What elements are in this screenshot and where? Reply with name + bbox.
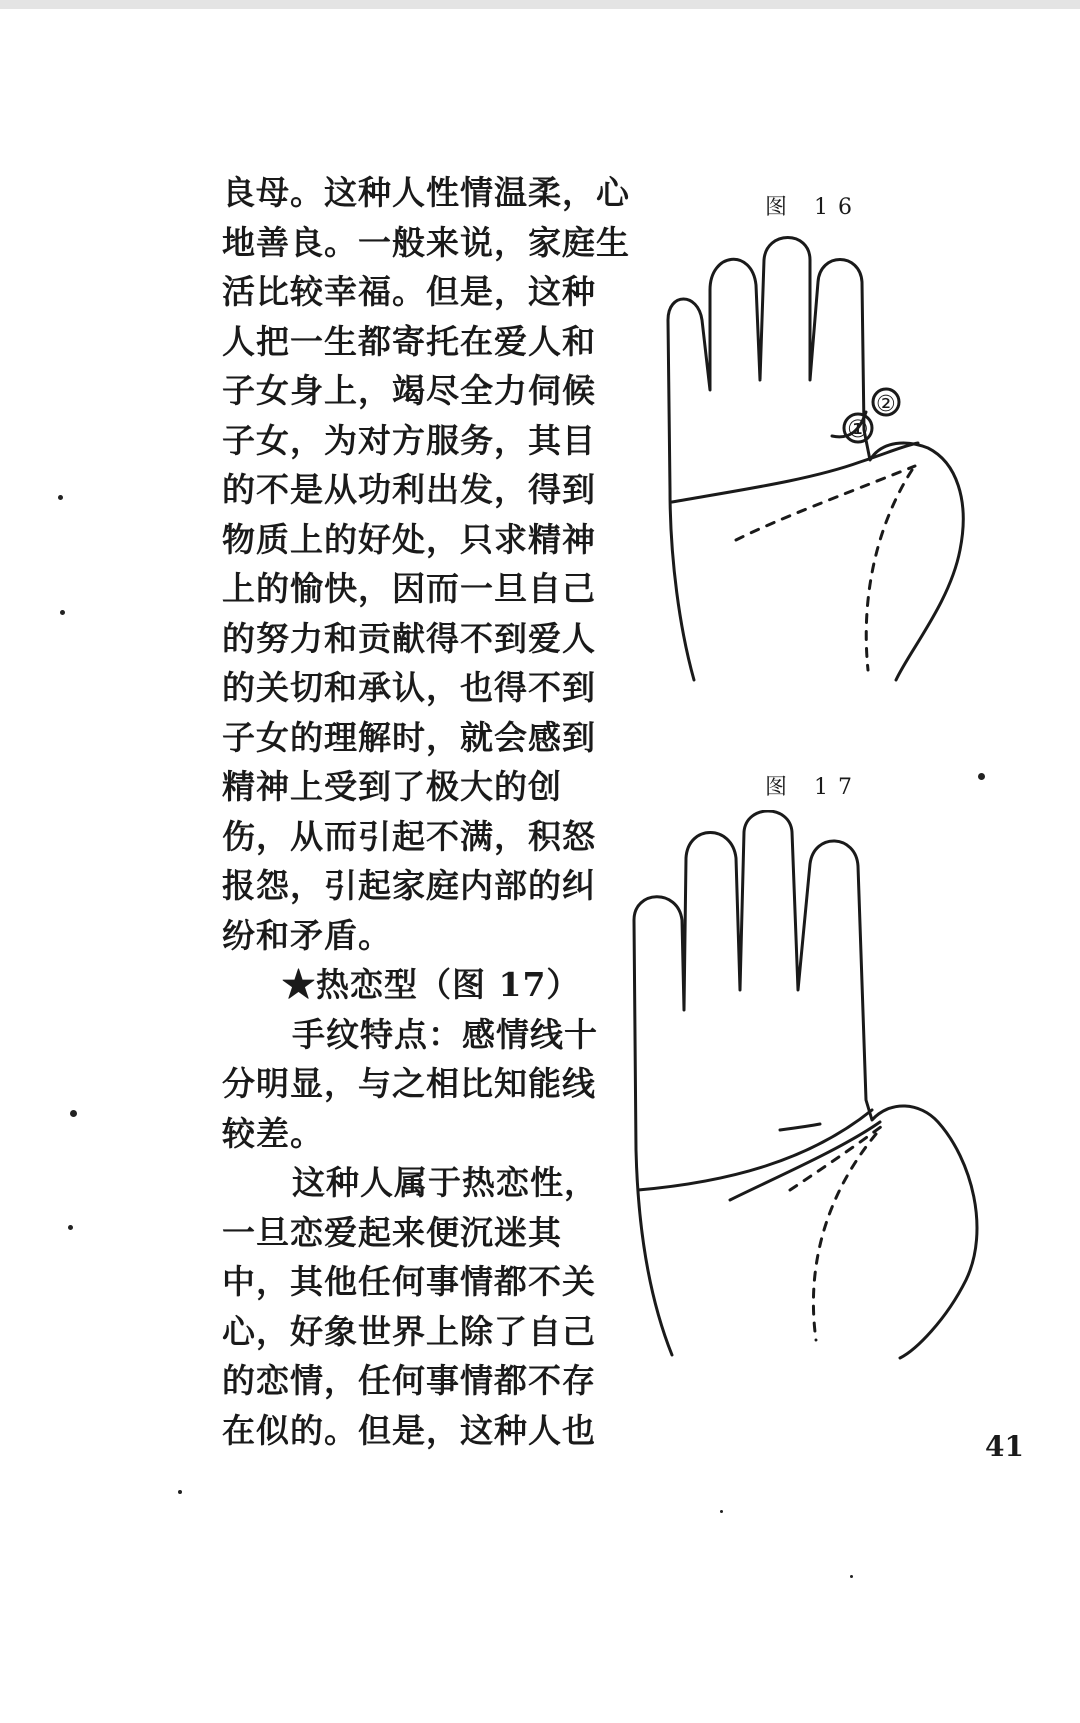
text-line: 良母。这种人性情温柔，心	[222, 173, 630, 212]
text-line: 的关切和承认，也得不到	[222, 668, 596, 707]
body-text	[222, 168, 630, 1455]
text-line: 纷和矛盾。	[222, 915, 392, 955]
hand-diagram-16	[660, 230, 1020, 710]
features-line: 手纹特点：感情线十	[292, 1014, 598, 1054]
text-line: 心，好象世界上除了自己	[222, 1311, 596, 1351]
scan-speck	[68, 1225, 73, 1230]
text-line: 在似的。但是，这种人也	[222, 1410, 596, 1450]
text-line: 上的愉快，因而一旦自己	[222, 569, 596, 608]
text-line: 人把一生都寄托在爱人和	[222, 321, 596, 361]
text-line: 的不是从功利出发，得到	[222, 470, 596, 509]
top-strip	[0, 0, 1080, 9]
text-line: 报怨，引起家庭内部的纠	[222, 866, 596, 905]
features-line: 分明显，与之相比知能线	[222, 1064, 596, 1103]
scan-speck	[978, 773, 985, 780]
features-line: 较差。	[222, 1113, 324, 1153]
text-line: 物质上的好处，只求精神	[222, 519, 596, 559]
scan-speck	[70, 1110, 77, 1117]
text-line: 一旦恋爱起来便沉迷其	[222, 1212, 562, 1252]
text-line: 伤，从而引起不满，积怒	[222, 816, 596, 856]
marker-2: ②	[876, 392, 896, 417]
figure-16-label: 图 16	[765, 195, 862, 220]
scan-speck	[178, 1490, 182, 1494]
marker-1: ①	[847, 415, 869, 443]
text-line: 的努力和贡献得不到爱人	[222, 618, 596, 658]
text-line: 精神上受到了极大的创	[222, 767, 562, 806]
figure-17-label: 图 17	[765, 775, 862, 800]
text-line: 子女身上，竭尽全力伺候	[222, 371, 596, 410]
page-number: 41	[985, 1430, 1024, 1463]
scan-speck	[58, 495, 63, 500]
text-line: 这种人属于热恋性，	[292, 1163, 598, 1202]
text-line: 子女，为对方服务，其目	[222, 420, 596, 460]
scan-speck	[720, 1510, 723, 1513]
section-heading: ★热恋型（图 17）	[282, 965, 581, 1004]
text-line: 中，其他任何事情都不关	[222, 1262, 596, 1301]
text-line: 地善良。一般来说，家庭生	[222, 222, 630, 262]
text-line: 的恋情，任何事情都不存	[222, 1361, 596, 1400]
hand-diagram-17	[620, 810, 1020, 1370]
text-line: 活比较幸福。但是，这种	[222, 272, 596, 311]
text-line: 子女的理解时，就会感到	[222, 717, 596, 757]
scan-speck	[850, 1575, 853, 1578]
scan-speck	[60, 610, 65, 615]
